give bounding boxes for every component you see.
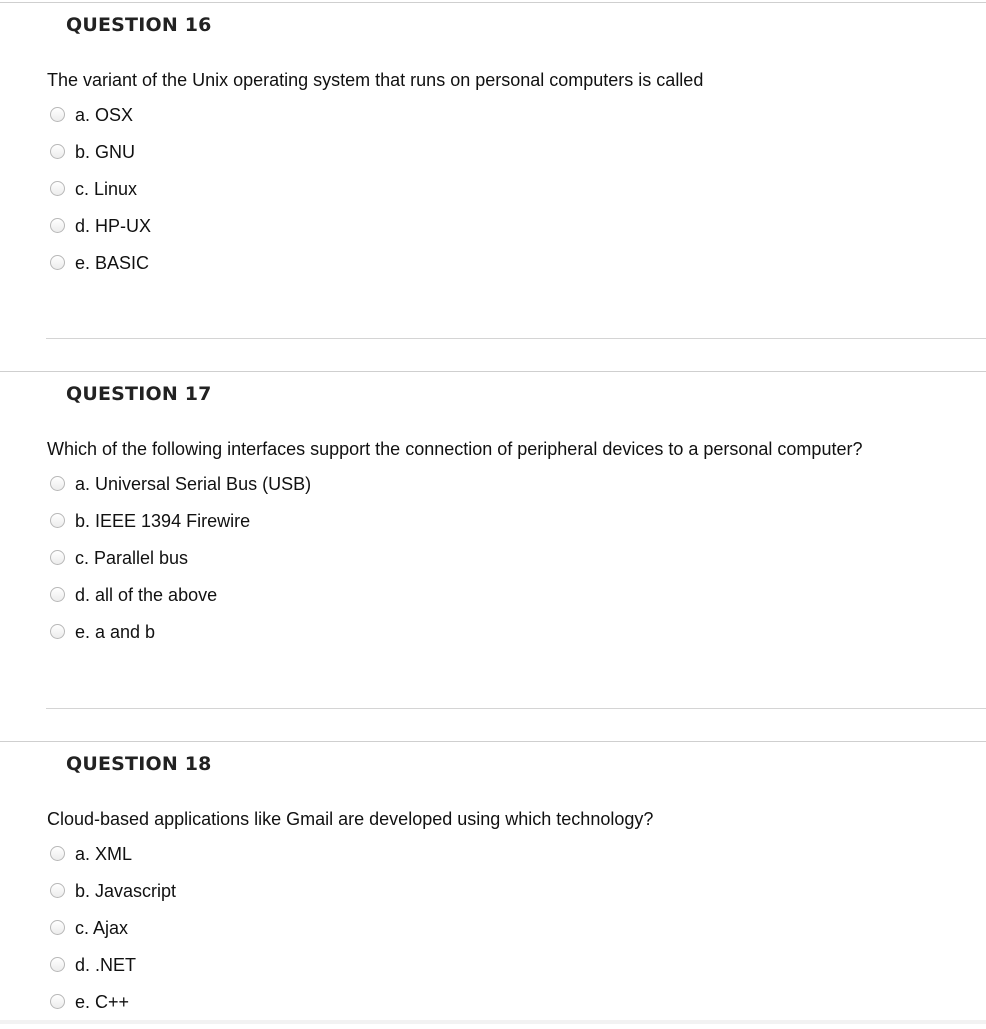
option-b[interactable] (50, 142, 151, 179)
radio-button[interactable] (50, 994, 65, 1009)
option-e[interactable] (50, 253, 151, 290)
radio-button[interactable] (50, 513, 65, 528)
option-label: d. HP-UX (75, 216, 152, 236)
answer-options (50, 105, 151, 290)
question-text: Which of the following interfaces support the connection of peripheral devices to a personal computer? (47, 439, 863, 459)
option-c[interactable] (50, 179, 151, 216)
option-label: c. Ajax (75, 918, 129, 938)
option-label: c. Linux (75, 179, 138, 199)
option-a[interactable] (50, 105, 151, 142)
option-label: d. .NET (75, 955, 137, 975)
radio-button[interactable] (50, 957, 65, 972)
radio-button[interactable] (50, 107, 65, 122)
question-divider (46, 338, 986, 339)
radio-button[interactable] (50, 624, 65, 639)
option-c[interactable] (50, 548, 311, 585)
option-label: c. Parallel bus (75, 548, 189, 568)
radio-button[interactable] (50, 181, 65, 196)
radio-button[interactable] (50, 476, 65, 491)
option-label: d. all of the above (75, 585, 218, 605)
radio-button[interactable] (50, 883, 65, 898)
option-d[interactable] (50, 955, 176, 992)
section-divider (0, 371, 986, 372)
option-d[interactable] (50, 585, 311, 622)
option-label: a. Universal Serial Bus (USB) (75, 474, 312, 494)
radio-button[interactable] (50, 218, 65, 233)
question-title: QUESTION 16 (66, 14, 212, 36)
radio-button[interactable] (50, 846, 65, 861)
option-b[interactable] (50, 881, 176, 918)
option-label: b. Javascript (75, 881, 177, 901)
option-label: e. a and b (75, 622, 156, 642)
answer-options (50, 474, 311, 659)
option-label: e. C++ (75, 992, 130, 1012)
option-a[interactable] (50, 474, 311, 511)
radio-button[interactable] (50, 144, 65, 159)
option-label: e. BASIC (75, 253, 150, 273)
question-text: The variant of the Unix operating system that runs on personal computers is called (47, 70, 704, 90)
question-title: QUESTION 17 (66, 383, 212, 405)
option-b[interactable] (50, 511, 311, 548)
question-text: Cloud-based applications like Gmail are developed using which technology? (47, 809, 654, 829)
radio-button[interactable] (50, 587, 65, 602)
option-d[interactable] (50, 216, 151, 253)
option-e[interactable] (50, 622, 311, 659)
radio-button[interactable] (50, 550, 65, 565)
option-a[interactable] (50, 844, 176, 881)
option-label: a. OSX (75, 105, 134, 125)
section-divider (0, 741, 986, 742)
radio-button[interactable] (50, 255, 65, 270)
option-label: b. IEEE 1394 Firewire (75, 511, 251, 531)
option-c[interactable] (50, 918, 176, 955)
radio-button[interactable] (50, 920, 65, 935)
top-divider (0, 2, 986, 3)
option-label: a. XML (75, 844, 133, 864)
question-title: QUESTION 18 (66, 753, 212, 775)
answer-options (50, 844, 176, 1029)
bottom-divider (0, 1020, 986, 1024)
option-label: b. GNU (75, 142, 136, 162)
question-divider (46, 708, 986, 709)
